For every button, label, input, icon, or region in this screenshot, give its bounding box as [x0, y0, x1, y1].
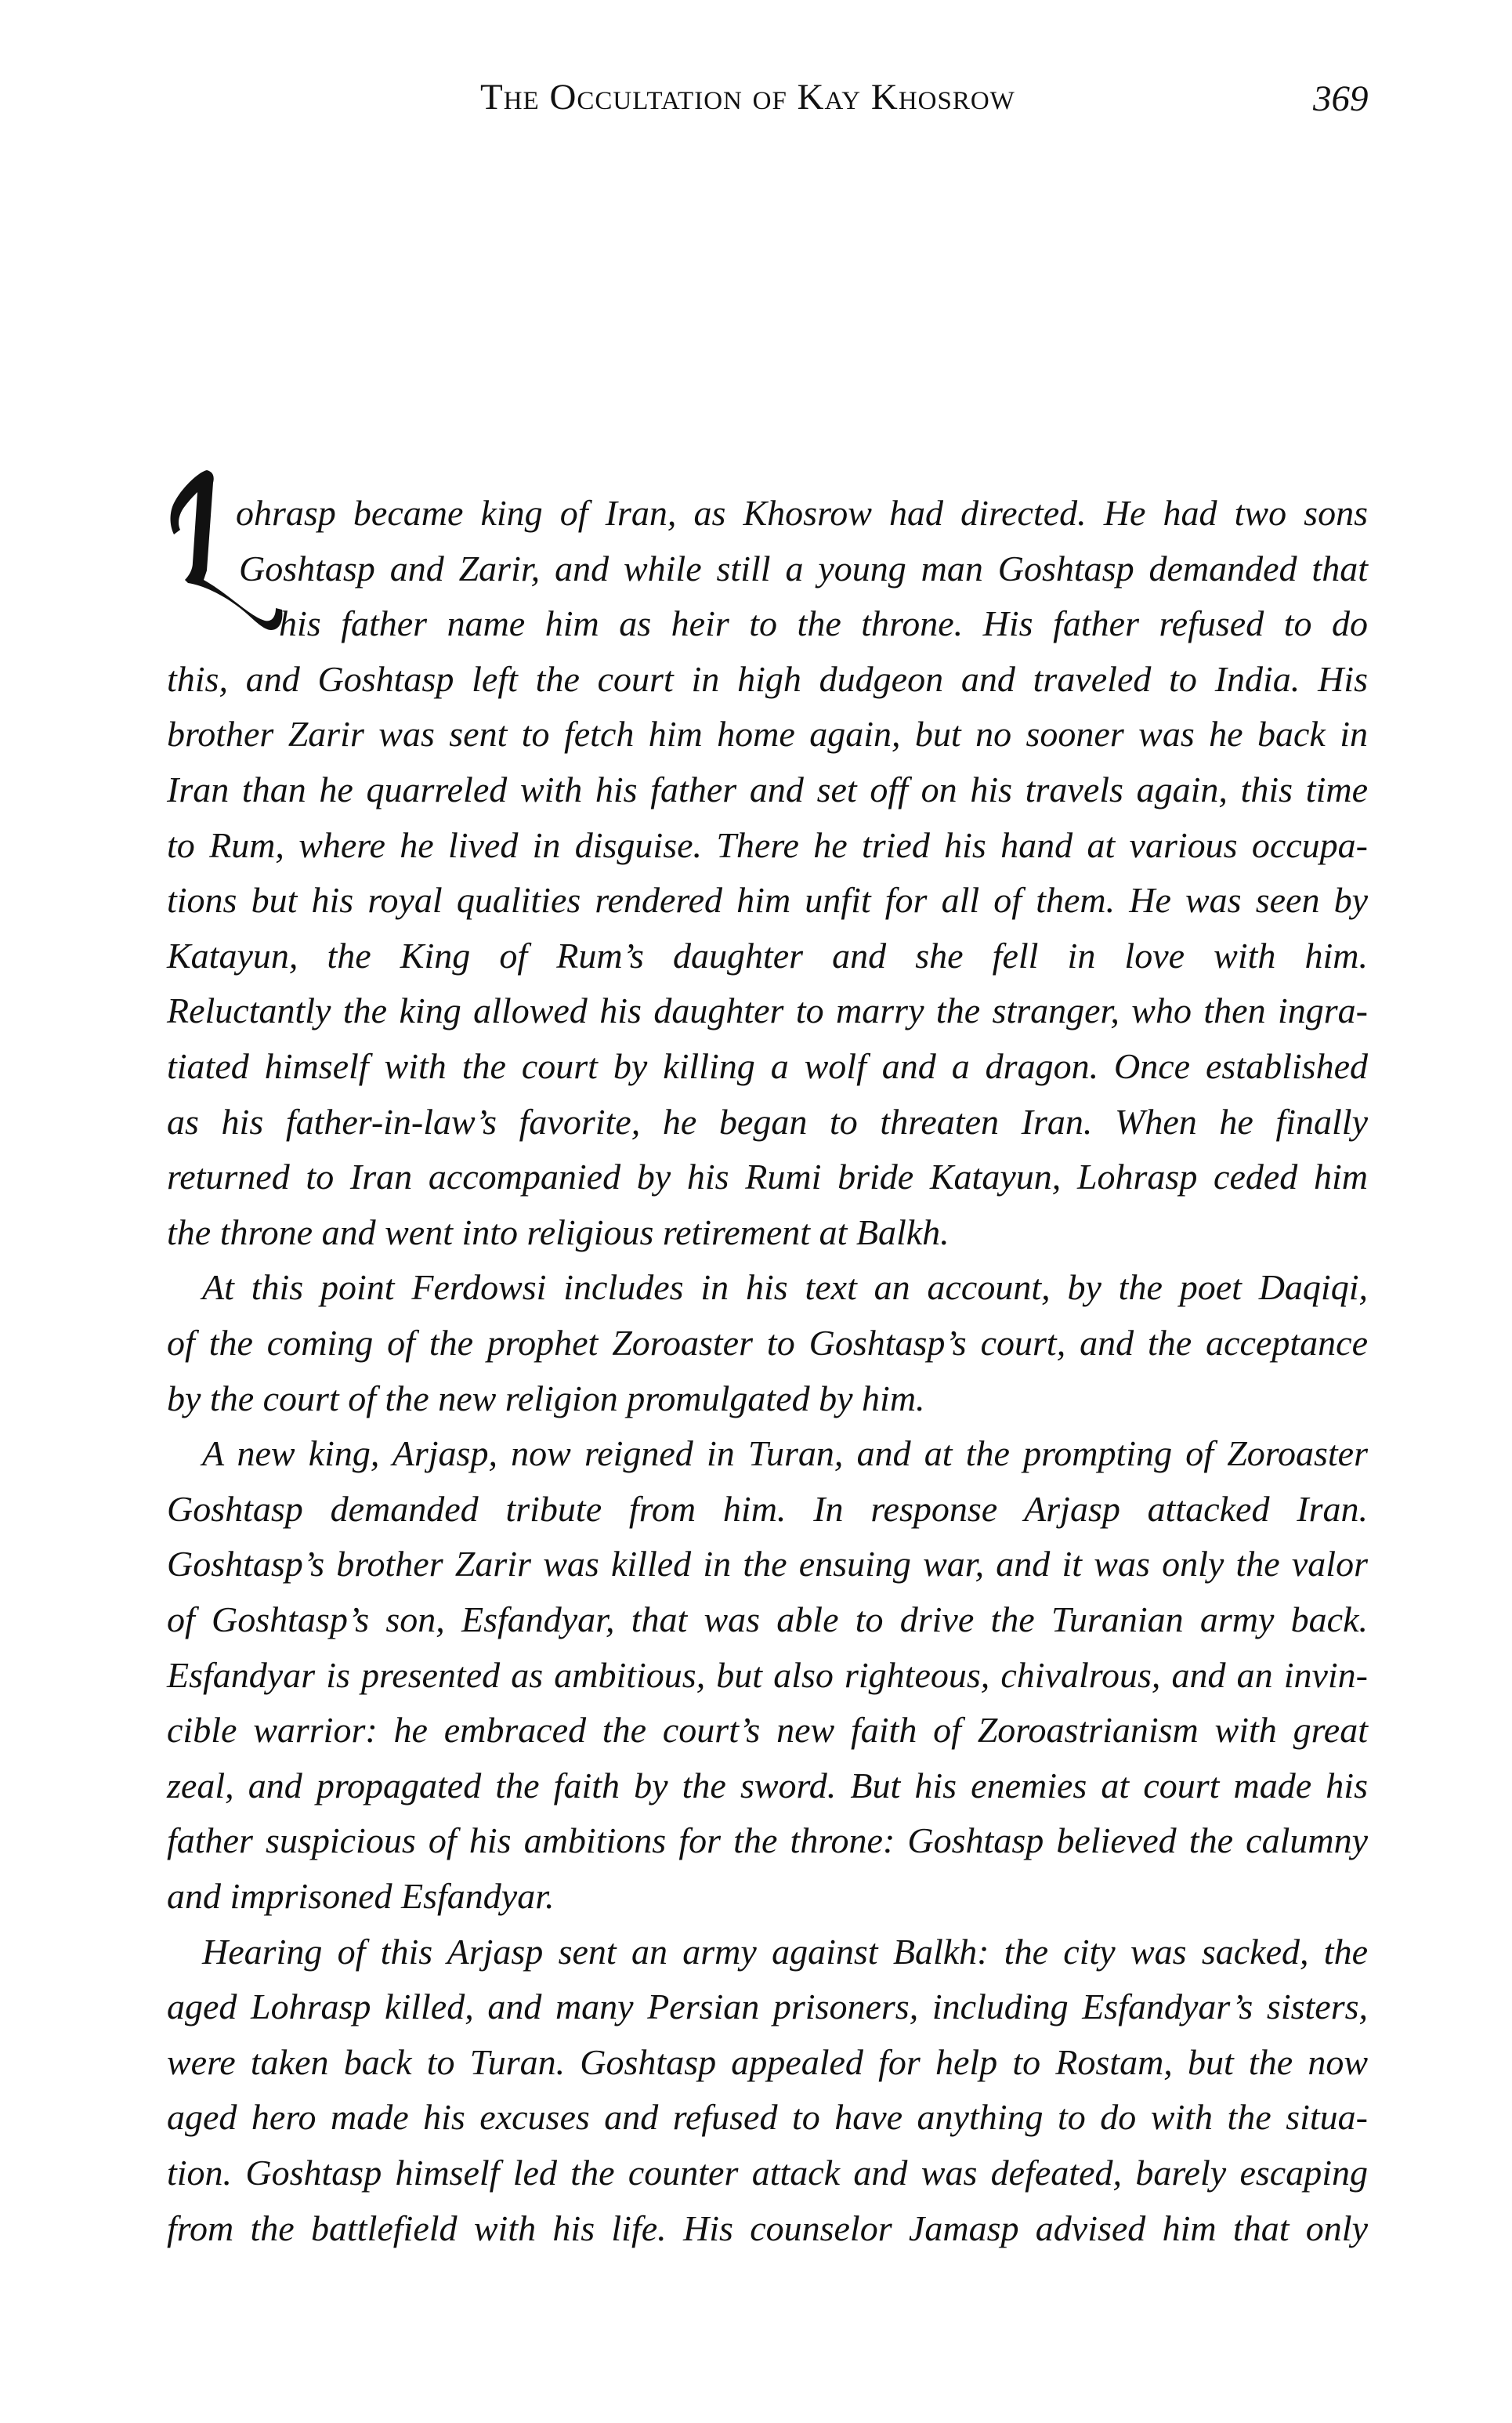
text-line: Esfandyar is presented as ambitious, but also righteous, chivalrous, and an invin- — [167, 1655, 1368, 1695]
text-line: A new king, Arjasp, now reigned in Turan, and at the prompting of Zoroaster — [202, 1433, 1368, 1473]
text-line: to Rum, where he lived in disguise. There he tried his hand at various occupa- — [167, 825, 1368, 865]
text-line: Reluctantly the king allowed his daughter to marry the stranger, who then ingra- — [167, 991, 1368, 1030]
text-line: returned to Iran accompanied by his Rumi bride Katayun, Lohrasp ceded him — [167, 1157, 1368, 1197]
text-line: cible warrior: he embraced the court’s new faith of Zoroastrianism with great — [167, 1710, 1368, 1750]
text-line: of Goshtasp’s son, Esfandyar, that was able to drive the Turanian army back. — [167, 1599, 1368, 1639]
text-line: brother Zarir was sent to fetch him home again, but no sooner was he back in — [167, 714, 1368, 754]
text-line: Katayun, the King of Rum’s daughter and she fell in love with him. — [167, 936, 1368, 976]
text-line: ohrasp became king of Iran, as Khosrow had directed. He had two sons — [236, 493, 1368, 533]
text-line: as his father-in-law’s favorite, he began to threaten Iran. When he finally — [167, 1102, 1368, 1142]
text-line: aged Lohrasp killed, and many Persian prisoners, including Esfandyar’s sisters, — [167, 1987, 1368, 2026]
text-line: tiated himself with the court by killing a wolf and a dragon. Once established — [167, 1046, 1368, 1086]
text-line: aged hero made his excuses and refused to have anything to do with the situa- — [167, 2097, 1368, 2137]
text-line: tions but his royal qualities rendered him unfit for all of them. He was seen by — [167, 880, 1368, 920]
text-line: Goshtasp and Zarir, and while still a young man Goshtasp demanded that — [239, 549, 1368, 589]
text-line: of the coming of the prophet Zoroaster to Goshtasp’s court, and the acceptance — [167, 1323, 1368, 1363]
page-number: 369 — [1313, 78, 1369, 119]
text-line: the throne and went into religious retirement at Balkh. — [167, 1212, 950, 1252]
running-title: The Occultation of Kay Khosrow — [480, 77, 1015, 118]
text-line: Hearing of this Arjasp sent an army against Balkh: the city was sacked, the — [202, 1932, 1368, 1972]
text-line: his father name him as heir to the throne. His father refused to do — [279, 603, 1368, 643]
text-line: At this point Ferdowsi includes in his text an account, by the poet Daqiqi, — [202, 1267, 1368, 1307]
text-line: father suspicious of his ambitions for the throne: Goshtasp believed the calumny — [167, 1820, 1368, 1860]
text-line: from the battlefield with his life. His counselor Jamasp advised him that only — [167, 2208, 1368, 2248]
text-line: this, and Goshtasp left the court in high dudgeon and traveled to India. His — [167, 659, 1368, 699]
text-line: and imprisoned Esfandyar. — [167, 1876, 555, 1916]
text-line: Iran than he quarreled with his father and set off on his travels again, this time — [167, 770, 1368, 809]
text-line: tion. Goshtasp himself led the counter attack and was defeated, barely escaping — [167, 2153, 1368, 2193]
text-line: Goshtasp demanded tribute from him. In response Arjasp attacked Iran. — [167, 1489, 1368, 1529]
text-line: were taken back to Turan. Goshtasp appealed for help to Rostam, but the now — [167, 2042, 1368, 2082]
text-line: by the court of the new religion promulgated by him. — [167, 1378, 925, 1418]
text-line: zeal, and propagated the faith by the sword. But his enemies at court made his — [167, 1766, 1368, 1805]
text-line: Goshtasp’s brother Zarir was killed in the ensuing war, and it was only the valor — [167, 1544, 1368, 1584]
